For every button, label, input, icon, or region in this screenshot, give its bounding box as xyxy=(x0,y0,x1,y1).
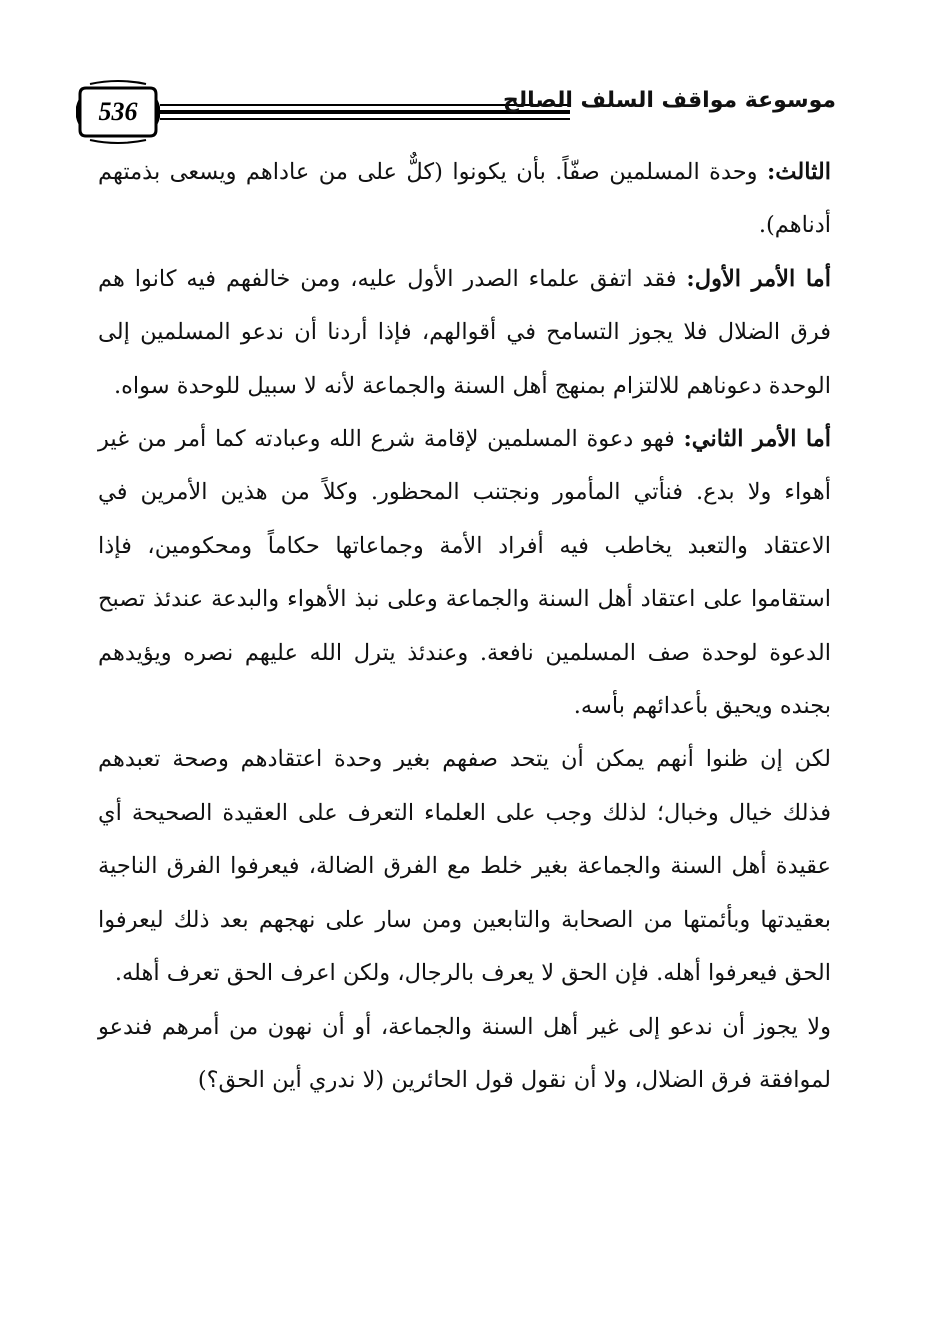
page-number: 536 xyxy=(98,97,138,126)
paragraph-text: لكن إن ظنوا أنهم يمكن أن يتحد صفهم بغير وحدة اعتقادهم وصحة تعبدهم فذلك خيال وخبال؛ لذلك وجب على العلماء التعرف على العقيدة الصحيحة أي عقيدة أهل السنة والجماعة بغير خلط مع الفرق الضالة، فيعرفوا الفرق الناجية بعقيدتها وبأئمتها من الصحابة والتابعين ومن سار على نهجهم بعد ذلك ليعرفوا الحق فيعرفوا أهله. فإن الحق لا يعرف بالرجال، ولكن اعرف الحق تعرف أهله. xyxy=(98,746,831,987)
paragraph-text: ولا يجوز أن ندعو إلى غير أهل السنة والجماعة، أو أن نهون من أمرهم فندعو لموافقة فرق الضلال، ولا أن نقول قول الحائرين (لا ندري أين الحق؟) xyxy=(98,1013,831,1093)
paragraph-lead: أما الأمر الأول: xyxy=(686,265,831,292)
paragraph-lead: الثالث: xyxy=(766,159,831,185)
paragraph-text: فهو دعوة المسلمين لإقامة شرع الله وعبادته كما أمر من غير أهواء ولا بدع. فنأتي المأمور ونجتنب المحظور. وكلاً من هذين الأمرين في الاعتقاد والتعبد يخاطب فيه أفراد الأمة وجماعاتها حكاماً ومحكومين، فإذا استقاموا على اعتقاد أهل السنة والجماعة وعلى نبذ الأهواء والبدعة عندئذ تصبح الدعوة لوحدة صف المسلمين نافعة. وعندئذ يترل الله عليهم نصره ويؤيدهم بجنده ويحيق بأعدائهم بأسه. xyxy=(98,426,831,720)
paragraph xyxy=(98,413,831,733)
header-rule xyxy=(160,118,570,120)
paragraph xyxy=(98,146,831,253)
paragraph xyxy=(98,733,831,1000)
paragraph-text: وحدة المسلمين صفّاً. بأن يكونوا (كلٌّ على من عاداهم ويسعى بذمتهم أدناهم). xyxy=(98,159,831,239)
page-header xyxy=(76,74,836,154)
page-number-badge xyxy=(76,80,160,144)
paragraph xyxy=(98,1001,831,1108)
page-body xyxy=(98,146,831,1107)
paragraph xyxy=(98,253,831,413)
paragraph-lead: أما الأمر الثاني: xyxy=(683,426,831,453)
paragraph-text: فقد اتفق علماء الصدر الأول عليه، ومن خالفهم فيه كانوا هم فرق الضلال فلا يجوز التسامح في أقوالهم، فإذا أردنا أن ندعو المسلمين إلى الوحدة دعوناهم للالتزام بمنهج أهل السنة والجماعة لأنه لا سبيل للوحدة سواه. xyxy=(98,265,831,399)
book-title: موسوعة مواقف السلف الصالح xyxy=(503,88,836,113)
